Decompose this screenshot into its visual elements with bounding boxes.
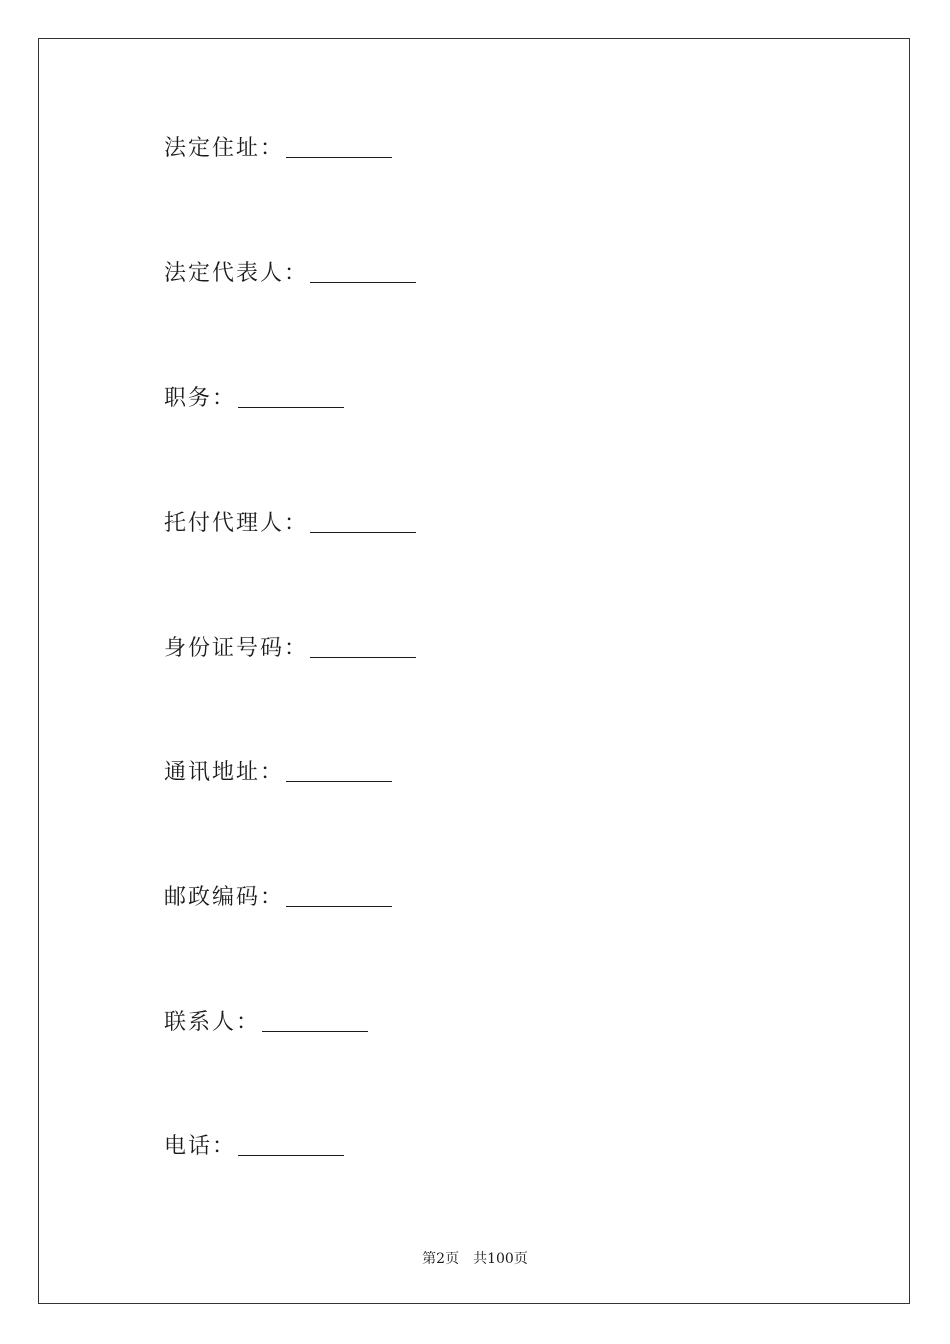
- page-footer: [0, 1248, 950, 1268]
- field-label: 通讯地址：: [164, 760, 285, 785]
- field-label: 电话：: [164, 1134, 237, 1159]
- fill-in-blank[interactable]: [262, 1031, 368, 1032]
- field-label: 法定代表人：: [164, 261, 309, 286]
- fill-in-blank[interactable]: [286, 906, 392, 907]
- field-legal-representative: [164, 257, 416, 287]
- field-label: 邮政编码：: [164, 885, 285, 910]
- field-legal-address: [164, 132, 392, 162]
- fill-in-blank[interactable]: [286, 781, 392, 782]
- fill-in-blank[interactable]: [310, 532, 416, 533]
- field-label: 身份证号码：: [164, 636, 309, 661]
- field-postal-code: [164, 881, 392, 911]
- current-page-number: 第2页: [422, 1251, 460, 1267]
- page-frame: [38, 38, 910, 1304]
- fill-in-blank[interactable]: [286, 157, 392, 158]
- fill-in-blank[interactable]: [238, 407, 344, 408]
- field-id-number: [164, 632, 416, 662]
- fill-in-blank[interactable]: [310, 282, 416, 283]
- fill-in-blank[interactable]: [310, 657, 416, 658]
- field-mailing-address: [164, 756, 392, 786]
- field-label: 托付代理人：: [164, 511, 309, 536]
- field-position: [164, 382, 344, 412]
- field-label: 法定住址：: [164, 136, 285, 161]
- field-label: 职务：: [164, 386, 237, 411]
- field-contact-person: [164, 1006, 368, 1036]
- total-page-count: 共100页: [473, 1251, 528, 1267]
- fill-in-blank[interactable]: [238, 1155, 344, 1156]
- field-label: 联系人：: [164, 1010, 261, 1035]
- field-authorized-agent: [164, 507, 416, 537]
- field-phone: [164, 1130, 344, 1160]
